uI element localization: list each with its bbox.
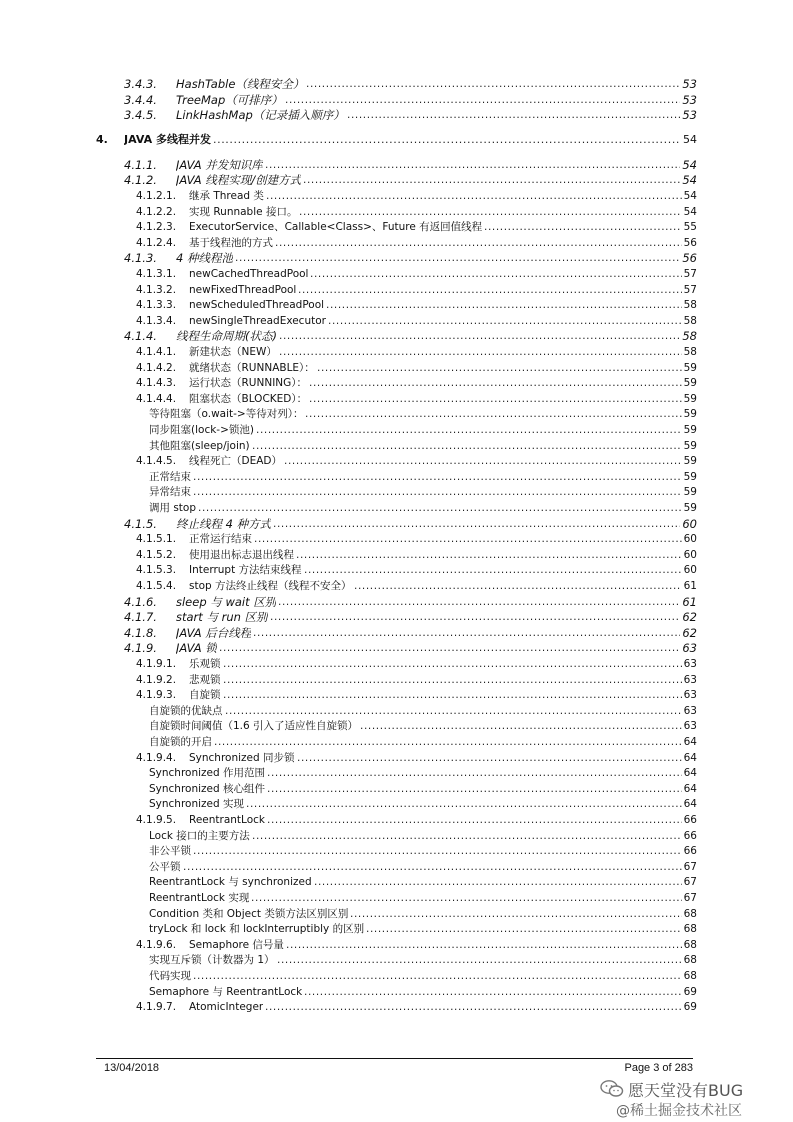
toc-entry[interactable] — [0, 751, 793, 766]
toc-leader-dots — [219, 641, 680, 656]
toc-entry[interactable] — [0, 782, 793, 797]
toc-leader-dots — [350, 907, 682, 922]
footer-date: 13/04/2018 — [104, 1062, 160, 1074]
toc-entry-page: 67 — [683, 860, 697, 873]
toc-leader-dots — [305, 407, 682, 422]
toc-entry-title: ReentrantLock 实现 — [149, 892, 250, 904]
toc-entry-title: 悲观锁 — [189, 673, 221, 686]
toc-entry-title: 新建状态（NEW） — [189, 346, 277, 358]
toc-entry-title: 等待阻塞（o.wait->等待对列）： — [149, 408, 304, 421]
toc-entry-title: Synchronized 实现 — [149, 798, 245, 811]
toc-entry[interactable] — [0, 251, 793, 266]
toc-entry[interactable] — [0, 563, 793, 578]
toc-entry[interactable] — [0, 108, 793, 123]
toc-entry-page: 63 — [683, 689, 697, 702]
toc-entry[interactable] — [0, 953, 793, 968]
toc-entry-page: 61 — [682, 594, 697, 609]
toc-leader-dots — [193, 844, 682, 859]
toc-entry-page: 64 — [683, 767, 697, 780]
toc-leader-dots — [366, 922, 682, 937]
footer-divider — [96, 1058, 693, 1059]
toc-entry-number: 4.1.7. — [124, 610, 157, 625]
toc-entry[interactable] — [0, 189, 793, 204]
toc-leader-dots — [296, 548, 682, 563]
toc-leader-dots — [278, 595, 680, 610]
toc-entry-title: newSingleThreadExecutor — [189, 314, 326, 327]
toc-entry-number: 4.1.2.1. — [136, 190, 177, 202]
toc-leader-dots — [267, 766, 682, 781]
toc-entry-page: 59 — [683, 408, 697, 421]
toc-entry-title: newScheduledThreadPool — [189, 299, 325, 312]
toc-entry-page: 59 — [683, 486, 697, 499]
toc-entry-page: 59 — [683, 439, 697, 452]
toc-leader-dots — [183, 860, 682, 875]
toc-entry-page: 57 — [683, 268, 697, 280]
toc-entry[interactable] — [0, 345, 793, 360]
toc-entry[interactable] — [0, 860, 793, 875]
toc-entry[interactable] — [0, 829, 793, 844]
toc-entry[interactable] — [0, 361, 793, 376]
toc-entry-page: 58 — [683, 314, 697, 327]
toc-entry[interactable] — [0, 673, 793, 688]
toc-entry-title: 自旋锁的开启 — [149, 736, 212, 748]
toc-entry-number: 4.1.2.3. — [136, 221, 177, 234]
toc-leader-dots — [328, 314, 682, 329]
toc-entry-title: 4 种线程池 — [176, 251, 233, 266]
toc-entry-page: 54 — [682, 157, 697, 172]
toc-entry-title: 使用退出标志退出线程 — [189, 548, 294, 561]
toc-leader-dots — [252, 439, 682, 454]
toc-leader-dots — [314, 875, 682, 890]
toc-entry-page: 64 — [683, 736, 697, 748]
toc-entry-title: 实现 Runnable 接口。 — [189, 205, 298, 218]
toc-entry[interactable] — [0, 439, 793, 454]
toc-entry-page: 69 — [683, 1001, 697, 1014]
toc-entry[interactable] — [0, 875, 793, 890]
toc-leader-dots — [273, 517, 680, 532]
toc-entry-page: 59 — [683, 455, 697, 468]
toc-entry-title: LinkHashMap（记录插入顺序） — [176, 108, 345, 123]
toc-entry-page: 54 — [682, 173, 697, 188]
toc-entry-number: 4.1.9.1. — [136, 658, 177, 670]
toc-entry-title: 乐观锁 — [189, 658, 221, 670]
toc-entry-page: 53 — [682, 77, 697, 91]
toc-entry[interactable] — [0, 298, 793, 313]
toc-entry-page: 64 — [683, 798, 697, 811]
toc-entry[interactable] — [0, 236, 793, 251]
toc-entry-title: 自旋锁的优缺点 — [149, 704, 223, 717]
toc-entry-number: 4.1.9.6. — [136, 938, 177, 951]
toc-entry-number: 4.1.2.2. — [136, 205, 177, 218]
toc-entry-number: 4.1.5. — [124, 516, 157, 531]
toc-entry-title: 代码实现 — [149, 970, 191, 982]
toc-entry-page: 67 — [683, 876, 697, 889]
toc-entry-number: 4.1.5.2. — [136, 548, 177, 561]
toc-entry[interactable] — [0, 220, 793, 235]
toc-leader-dots — [279, 329, 680, 344]
footer-page-number: Page 3 of 283 — [624, 1062, 693, 1074]
toc-entry-number: 4.1.4.4. — [136, 392, 177, 405]
toc-entry-title: 终止线程 4 种方式 — [176, 516, 272, 531]
toc-entry-number: 3.4.5. — [124, 108, 157, 123]
toc-leader-dots — [256, 423, 682, 438]
toc-entry-title: 就绪状态（RUNNABLE）： — [189, 361, 315, 374]
toc-leader-dots — [298, 283, 682, 298]
toc-entry-title: 自旋锁时间阈值（1.6 引入了适应性自旋锁） — [149, 720, 359, 733]
toc-entry-page: 59 — [683, 502, 697, 514]
toc-entry-number: 4.1.4.3. — [136, 377, 177, 390]
toc-entry[interactable] — [0, 454, 793, 469]
toc-entry-title: Lock 接口的主要方法 — [149, 829, 250, 842]
toc-entry[interactable] — [0, 470, 793, 485]
toc-leader-dots — [326, 298, 682, 313]
toc-entry-page: 59 — [683, 392, 697, 405]
toc-entry-title: Semaphore 信号量 — [189, 938, 284, 951]
toc-entry-number: 4.1.5.3. — [136, 564, 177, 577]
toc-entry-title: 其他阻塞(sleep/join) — [149, 439, 250, 452]
toc-entry-number: 4. — [96, 132, 108, 146]
toc-leader-dots — [193, 470, 682, 485]
toc-entry-page: 62 — [682, 625, 697, 640]
toc-leader-dots — [253, 626, 680, 641]
toc-entry[interactable] — [0, 922, 793, 937]
toc-entry[interactable] — [0, 938, 793, 953]
toc-entry[interactable] — [0, 205, 793, 220]
toc-leader-dots — [251, 891, 682, 906]
toc-entry[interactable] — [0, 485, 793, 500]
toc-entry-page: 56 — [683, 236, 697, 249]
toc-entry-number: 3.4.4. — [124, 92, 157, 107]
toc-entry-number: 4.1.9.2. — [136, 673, 177, 686]
toc-entry-page: 59 — [683, 361, 697, 374]
toc-leader-dots — [304, 563, 682, 578]
toc-entry-page: 63 — [683, 704, 697, 717]
toc-leader-dots — [266, 189, 682, 204]
toc-entry-title: tryLock 和 lock 和 lockInterruptibly 的区别 — [149, 923, 365, 936]
toc-leader-dots — [246, 797, 682, 812]
toc-entry-title: Synchronized 核心组件 — [149, 782, 266, 795]
toc-entry-number: 4.1.5.1. — [136, 533, 177, 546]
toc-entry-title: TreeMap（可排序） — [176, 92, 283, 107]
toc-entry-title: ReentrantLock 与 synchronized — [149, 876, 312, 889]
wechat-icon — [600, 1080, 624, 1098]
toc-entry-page: 63 — [682, 641, 697, 656]
toc-entry-page: 62 — [682, 610, 697, 625]
toc-entry-title: 实现互斥锁（计数器为 1） — [149, 954, 275, 967]
toc-entry-title: stop 方法终止线程（线程不安全） — [189, 580, 352, 592]
toc-entry[interactable] — [0, 595, 793, 610]
toc-entry-title: 线程死亡（DEAD） — [189, 455, 282, 468]
toc-entry[interactable] — [0, 844, 793, 859]
toc-entry-page: 60 — [682, 516, 697, 531]
toc-entry-number: 4.1.9. — [124, 641, 157, 656]
toc-leader-dots — [360, 719, 682, 734]
toc-entry[interactable] — [0, 173, 793, 188]
toc-entry-title: 基于线程池的方式 — [189, 236, 273, 249]
toc-leader-dots — [299, 205, 682, 220]
toc-entry[interactable] — [0, 283, 793, 298]
watermark-account-name: 愿天堂没有BUG — [628, 1081, 744, 1100]
toc-entry[interactable] — [0, 314, 793, 329]
toc-entry-title: 正常运行结束 — [189, 533, 252, 546]
toc-leader-dots — [354, 579, 682, 594]
toc-entry-page: 68 — [683, 938, 697, 951]
toc-entry-page: 56 — [682, 251, 697, 266]
toc-entry[interactable] — [0, 392, 793, 407]
toc-entry-page: 54 — [683, 205, 697, 218]
toc-entry-title: 线程生命周期(状态) — [176, 329, 277, 344]
toc-entry[interactable] — [0, 579, 793, 594]
toc-entry-number: 4.1.6. — [124, 594, 157, 609]
toc-entry-title: ExecutorService、Callable<Class>、Future 有返回值线程 — [189, 221, 483, 234]
toc-entry-number: 4.1.9.3. — [136, 689, 177, 702]
toc-leader-dots — [484, 220, 682, 235]
toc-leader-dots — [285, 93, 680, 108]
toc-entry-number: 4.1.9.7. — [136, 1001, 177, 1014]
toc-entry[interactable] — [0, 501, 793, 516]
toc-entry-page: 60 — [683, 564, 697, 577]
toc-entry-page: 54 — [683, 132, 697, 146]
toc-entry-page: 60 — [683, 533, 697, 546]
toc-leader-dots — [225, 704, 682, 719]
toc-leader-dots — [265, 158, 680, 173]
toc-leader-dots — [267, 782, 682, 797]
toc-entry-title: 阻塞状态（BLOCKED）： — [189, 392, 308, 405]
toc-entry-page: 58 — [683, 346, 697, 358]
toc-leader-dots — [270, 610, 680, 625]
toc-leader-dots — [223, 657, 682, 672]
toc-entry-page: 53 — [682, 108, 697, 123]
toc-entry-page: 68 — [683, 970, 697, 982]
toc-entry-number: 4.1.2.4. — [136, 236, 177, 249]
toc-entry-page: 58 — [683, 299, 697, 312]
toc-entry-title: Synchronized 同步锁 — [189, 751, 295, 764]
toc-entry-page: 63 — [683, 720, 697, 733]
toc-entry-page: 59 — [683, 424, 697, 436]
toc-entry-title: HashTable（线程安全） — [176, 77, 305, 91]
toc-leader-dots — [310, 267, 682, 282]
toc-leader-dots — [286, 938, 682, 953]
toc-entry[interactable] — [0, 657, 793, 672]
toc-entry-page: 54 — [683, 190, 697, 202]
toc-entry[interactable] — [0, 641, 793, 656]
toc-entry-title: sleep 与 wait 区别 — [176, 594, 277, 609]
toc-leader-dots — [223, 673, 682, 688]
toc-entry-title: JAVA 并发知识库 — [176, 157, 263, 172]
toc-entry[interactable] — [0, 688, 793, 703]
toc-entry-title: newFixedThreadPool — [189, 283, 297, 296]
toc-entry-page: 66 — [683, 829, 697, 842]
toc-entry[interactable] — [0, 376, 793, 391]
toc-entry-page: 68 — [683, 954, 697, 967]
toc-entry-page: 59 — [683, 470, 697, 483]
toc-entry[interactable] — [0, 797, 793, 812]
toc-entry-title: 运行状态（RUNNING）： — [189, 377, 308, 390]
toc-entry[interactable] — [0, 985, 793, 1000]
toc-entry[interactable] — [0, 891, 793, 906]
toc-entry-page: 68 — [683, 923, 697, 936]
toc-entry-number: 4.1.3.3. — [136, 299, 177, 312]
toc-entry-page: 63 — [683, 658, 697, 670]
toc-entry-title: JAVA 线程实现/创建方式 — [176, 173, 302, 188]
toc-entry-title: Interrupt 方法结束线程 — [189, 564, 302, 577]
toc-entry[interactable] — [0, 158, 793, 173]
toc-entry-number: 4.1.4.5. — [136, 455, 177, 468]
toc-entry-number: 4.1.5.4. — [136, 580, 177, 592]
toc-leader-dots — [267, 813, 682, 828]
toc-entry-title: newCachedThreadPool — [189, 268, 309, 280]
toc-entry-page: 64 — [683, 751, 697, 764]
toc-entry-title: Synchronized 作用范围 — [149, 767, 266, 780]
toc-entry-title: ReentrantLock — [189, 814, 265, 826]
toc-leader-dots — [193, 485, 682, 500]
toc-entry[interactable] — [0, 132, 793, 147]
toc-leader-dots — [265, 1000, 682, 1015]
toc-entry[interactable] — [0, 626, 793, 641]
toc-entry-title: Condition 类和 Object 类锁方法区别区别 — [149, 907, 349, 920]
toc-leader-dots — [309, 376, 682, 391]
toc-leader-dots — [223, 688, 682, 703]
toc-leader-dots — [254, 532, 682, 547]
toc-entry-title: 非公平锁 — [149, 845, 191, 858]
toc-entry-number: 4.1.4. — [124, 329, 157, 344]
toc-entry[interactable] — [0, 969, 793, 984]
toc-entry-page: 55 — [683, 221, 697, 234]
toc-entry-page: 66 — [683, 814, 697, 826]
toc-entry[interactable] — [0, 735, 793, 750]
toc-entry-page: 60 — [683, 548, 697, 561]
toc-leader-dots — [275, 236, 682, 251]
toc-entry-number: 4.1.1. — [124, 157, 157, 172]
toc-entry-title: JAVA 后台线程 — [176, 625, 252, 640]
toc-leader-dots — [284, 454, 682, 469]
toc-entry-title: 调用 stop — [149, 502, 197, 514]
toc-entry[interactable] — [0, 329, 793, 344]
toc-entry-number: 4.1.4.1. — [136, 346, 177, 358]
toc-entry-title: JAVA 多线程并发 — [124, 132, 211, 146]
toc-entry-page: 68 — [683, 907, 697, 920]
toc-entry-title: Semaphore 与 ReentrantLock — [149, 985, 303, 998]
toc-entry[interactable] — [0, 267, 793, 282]
toc-entry-page: 63 — [683, 673, 697, 686]
toc-entry-number: 4.1.3.1. — [136, 268, 177, 280]
toc-entry-title: 公平锁 — [149, 860, 181, 873]
toc-entry-page: 64 — [683, 782, 697, 795]
toc-entry[interactable] — [0, 77, 793, 92]
toc-entry-page: 61 — [683, 580, 697, 592]
toc-leader-dots — [347, 108, 680, 123]
toc-entry-page: 69 — [683, 985, 697, 998]
toc-leader-dots — [277, 953, 682, 968]
toc-entry-title: 异常结束 — [149, 486, 191, 499]
toc-leader-dots — [235, 251, 680, 266]
watermark — [600, 1078, 790, 1120]
toc-leader-dots — [303, 173, 680, 188]
toc-entry-number: 4.1.2. — [124, 173, 157, 188]
toc-entry[interactable] — [0, 548, 793, 563]
toc-entry-title: start 与 run 区别 — [176, 610, 268, 625]
toc-entry-page: 53 — [682, 92, 697, 107]
toc-entry[interactable] — [0, 532, 793, 547]
toc-entry-number: 4.1.3. — [124, 251, 157, 266]
toc-entry-number: 4.1.8. — [124, 625, 157, 640]
toc-entry-title: JAVA 锁 — [176, 641, 217, 656]
toc-entry-title: 同步阻塞(lock->锁池) — [149, 424, 254, 436]
watermark-source: @稀土掘金技术社区 — [616, 1103, 742, 1119]
toc-entry[interactable] — [0, 610, 793, 625]
toc-entry-number: 4.1.3.2. — [136, 283, 177, 296]
toc-entry-number: 4.1.9.4. — [136, 751, 177, 764]
toc-entry[interactable] — [0, 423, 793, 438]
toc-entry[interactable] — [0, 517, 793, 532]
toc-leader-dots — [198, 501, 682, 516]
toc-entry[interactable] — [0, 766, 793, 781]
toc-entry-page: 57 — [683, 283, 697, 296]
toc-leader-dots — [304, 985, 682, 1000]
toc-leader-dots — [213, 132, 681, 147]
toc-leader-dots — [252, 829, 682, 844]
toc-leader-dots — [306, 77, 680, 92]
toc-entry-number: 4.1.9.5. — [136, 814, 177, 826]
toc-entry[interactable] — [0, 93, 793, 108]
toc-entry-title: 自旋锁 — [189, 689, 221, 702]
toc-entry[interactable] — [0, 907, 793, 922]
toc-leader-dots — [317, 361, 682, 376]
toc-entry[interactable] — [0, 407, 793, 422]
toc-entry-number: 4.1.4.2. — [136, 361, 177, 374]
toc-entry-page: 67 — [683, 892, 697, 904]
toc-entry-title: 正常结束 — [149, 470, 191, 483]
toc-leader-dots — [193, 969, 682, 984]
toc-entry-page: 66 — [683, 845, 697, 858]
toc-entry[interactable] — [0, 1000, 793, 1015]
toc-leader-dots — [297, 751, 682, 766]
toc-leader-dots — [309, 392, 682, 407]
toc-entry-title: 继承 Thread 类 — [189, 190, 264, 202]
toc-entry-page: 59 — [683, 377, 697, 390]
toc-leader-dots — [214, 735, 682, 750]
toc-entry-page: 58 — [682, 329, 697, 344]
toc-entry-title: AtomicInteger — [189, 1001, 264, 1014]
toc-entry-number: 4.1.3.4. — [136, 314, 177, 327]
toc-leader-dots — [279, 345, 682, 360]
toc-entry[interactable] — [0, 719, 793, 734]
toc-entry[interactable] — [0, 813, 793, 828]
toc-entry[interactable] — [0, 704, 793, 719]
toc-entry-number: 3.4.3. — [124, 77, 157, 91]
